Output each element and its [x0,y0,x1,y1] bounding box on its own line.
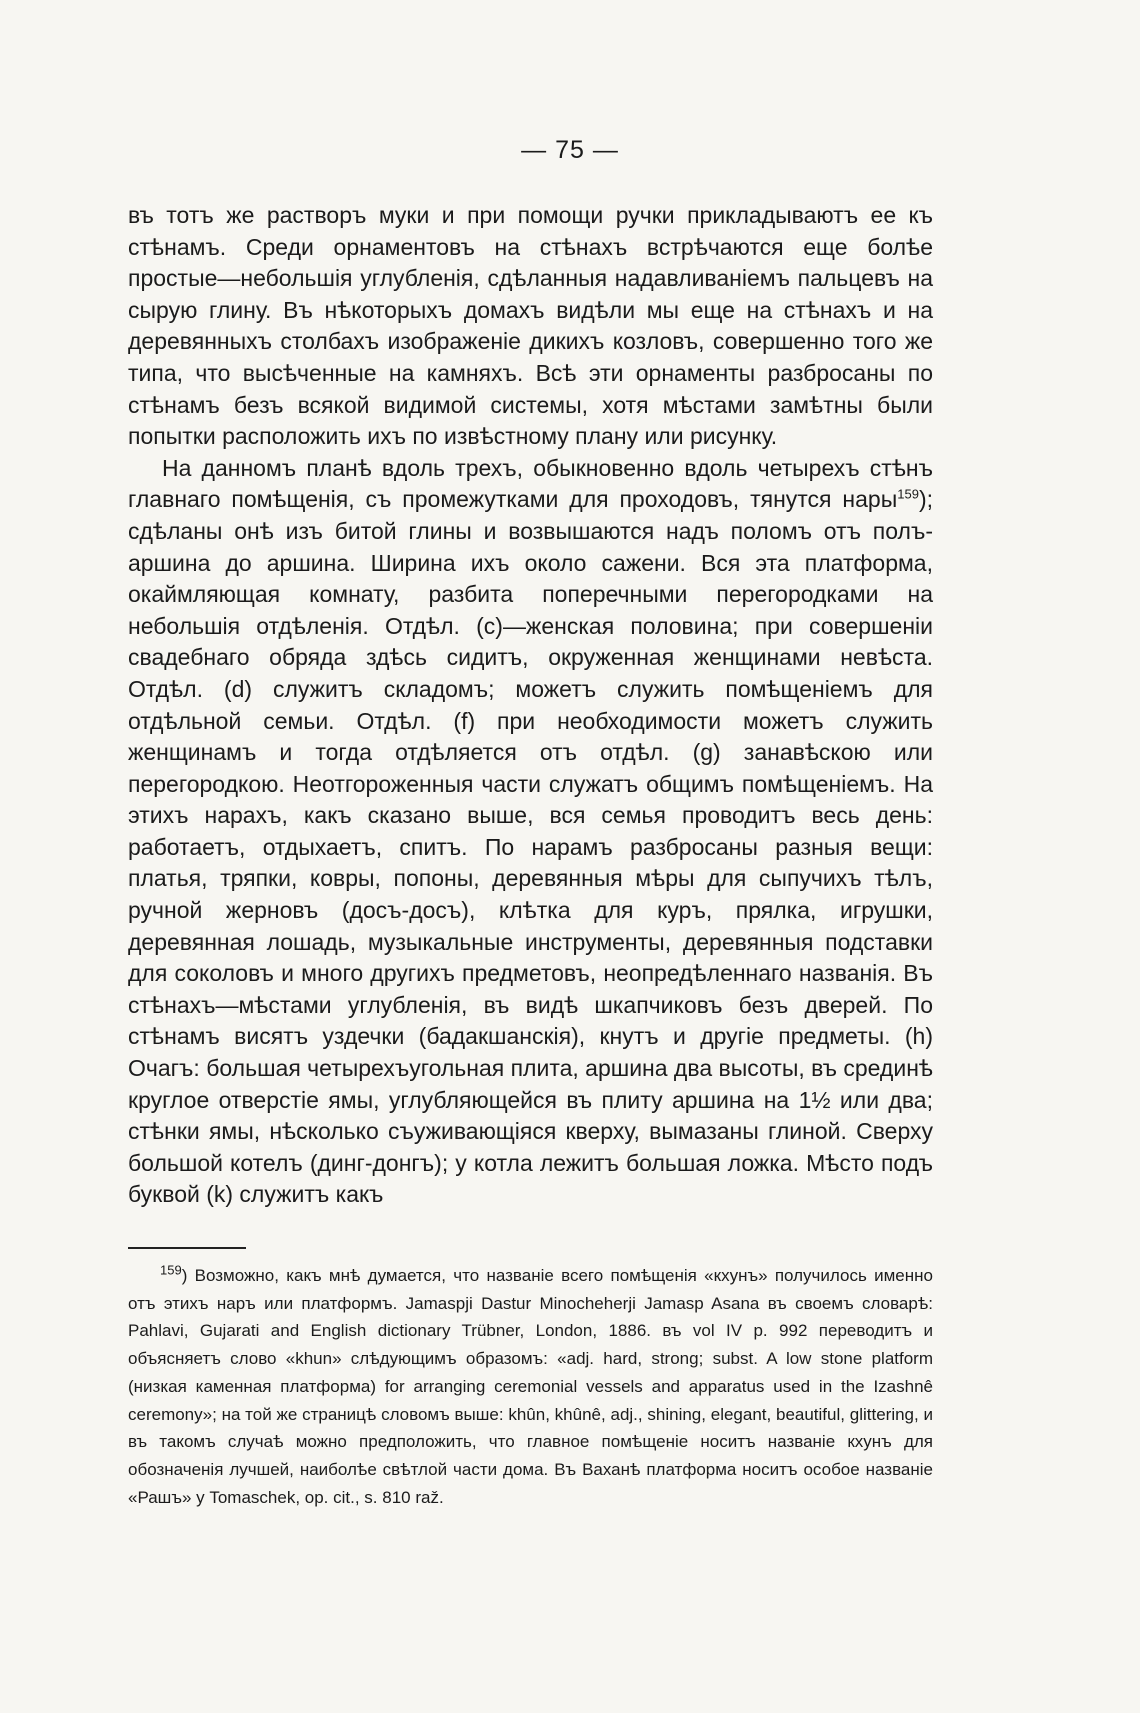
footnote-text: ) Возможно, какъ мнѣ думается, что названіе всего помѣщенія «кхунъ» получилось именно отъ этихъ наръ или платформъ. Jamaspji Dastur Minocheherji Jamasp Asana въ своемъ словарѣ: Pahlavi, Gujarati and English dictionary Trübner, London, 1886. въ vol IV p. 992 переводитъ и объясняетъ слово «khun» слѣдующимъ образомъ: «adj. hard, strong; subst. A low stone platform (низкая каменная платформа) for arranging ceremonial vessels and apparatus used in the Izashnê ceremony»; на той же страницѣ словомъ выше: khûn, khûnê, adj., shining, elegant, beautiful, glittering, и въ такомъ случаѣ можно предположить, что главное помѣщеніе носитъ названіе кхунъ для обозначенія лучшей, наиболѣе свѣтлой части дома. Въ Ваханѣ платформа носитъ особое названіе «Рашъ» у Tomaschek, op. cit., s. 810 raž. [128,1266,933,1507]
main-text [128,200,933,1211]
page-number: — 75 — [521,136,619,164]
paragraph-text-rest: ); сдѣланы онѣ изъ битой глины и возвышаются надъ поломъ отъ полъ-аршина до аршина. Ширина ихъ около сажени. Вся эта платформа, окаймляющая комнату, разбита поперечными перегородками на небольшія отдѣленія. Отдѣл. (c)—женская половина; при совершеніи свадебнаго обряда здѣсь сидитъ, окруженная женщинами невѣста. Отдѣл. (d) служитъ складомъ; можетъ служить помѣщеніемъ для отдѣльной семьи. Отдѣл. (f) при необходимости можетъ служить женщинамъ и тогда отдѣляется отъ отдѣл. (g) занавѣскою или перегородкою. Неотгороженныя части служатъ общимъ помѣщеніемъ. На этихъ нарахъ, какъ сказано выше, вся семья проводитъ весь день: работаетъ, отдыхаетъ, спитъ. По нарамъ разбросаны разныя вещи: платья, тряпки, ковры, попоны, деревянныя мѣры для сыпучихъ тѣлъ, ручной жерновъ (досъ-досъ), клѣтка для куръ, прялка, игрушки, деревянная лошадь, музыкальные инструменты, деревянныя подставки для соколовъ и много другихъ предметовъ, неопредѣленнаго названія. Въ стѣнахъ—мѣстами углубленія, въ видѣ шкапчиковъ безъ дверей. По стѣнамъ висятъ уздечки (бадакшанскія), кнутъ и другіе предметы. (h) Очагъ: большая четырехъугольная плита, аршина два высоты, въ срединѣ круглое отверстіе ямы, углубляющейся въ плиту аршина на 1½ или два; стѣнки ямы, нѣсколько съуживающіяся кверху, вымазаны глиной. Сверху большой котелъ (динг-донгъ); у котла лежитъ большая ложка. Мѣсто подъ буквой (k) служитъ какъ [128,486,933,1208]
footnote-reference: 159 [897,486,919,502]
footnote-item [128,1262,933,1511]
footnote-divider [128,1247,246,1249]
footnote-number: 159 [160,1262,182,1278]
paragraph-text-start: На данномъ планѣ вдоль трехъ, обыкновенно вдоль четырехъ стѣнъ главнаго помѣщенія, съ промежутками для проходовъ, тянутся нары [128,454,933,513]
paragraph-continuation: въ тотъ же растворъ муки и при помощи ручки прикладываютъ ее къ стѣнамъ. Среди орнаментовъ на стѣнахъ встрѣчаются еще болѣе простые—небольшія углубленія, сдѣланныя надавливаніемъ пальцевъ на сырую глину. Въ нѣкоторыхъ домахъ видѣли мы еще на стѣнахъ и на деревянныхъ столбахъ изображеніе дикихъ козловъ, совершенно того же типа, что высѣченные на камняхъ. Всѣ эти орнаменты разбросаны по стѣнамъ безъ всякой видимой системы, хотя мѣстами замѣтны были попытки расположить ихъ по извѣстному плану или рисунку. [128,202,933,450]
paragraph-plan-description [128,453,933,1211]
footnote-block [128,1262,933,1511]
